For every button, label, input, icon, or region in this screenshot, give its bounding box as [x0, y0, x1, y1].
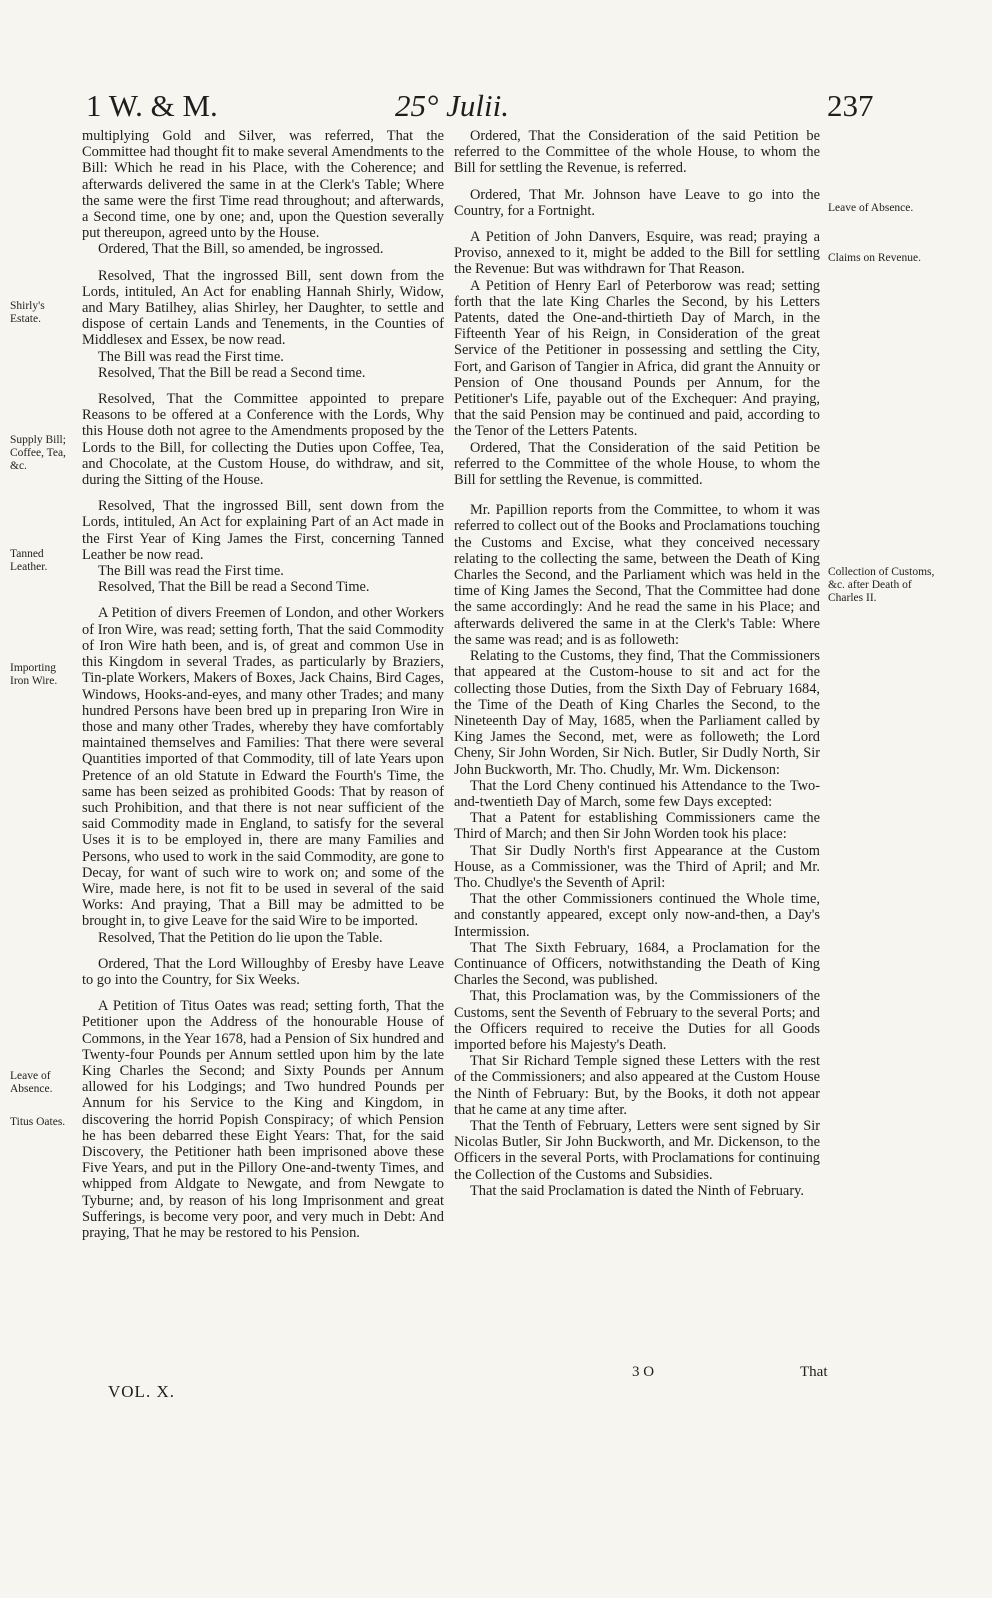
margin-note-collection: Collection of Customs, &c. after Death of Charles II.	[828, 566, 935, 604]
paragraph: That Sir Dudly North's first Appearance at the Custom House, as a Commissioner, was the Third of April; and Mr. Tho. Chudlye's the Seventh of April:	[454, 842, 820, 891]
paragraph: Resolved, That the Bill be read a Second Time.	[98, 579, 370, 596]
paragraph: A Petition of divers Freemen of London, and other Workers of Iron Wire, was read; setting forth, That the said Commodity of Iron Wire hath been, and is, of great and common Use in this Kingdom in several Trades, as particularly by Braziers, Tin-plate Workers, Makers of Boxes, Jack Chains, Bird Cages, Windows, Hooks-and-eyes, and many other Trades; and many hundred Persons have been bred up in preparing Iron Wire in those and many other Trades, whereby they have comfortably maintained themselves and Families: That there were several Quantities imported of that Commodity, till of late Years upon Pretence of an old Statute in Edward the Fourth's Time, the same has been seized as prohibited Goods: That by reason of such Prohibition, and that there is not near sufficient of the said Commodity made in England, to satisfy for the several Uses it is to be employed in, there are many Families and Persons, who used to work in the said Commodity, are gone to Decay, for want of such wire to work on; and some of the Wire, made here, is not fit to be used in several of the said Works: And praying, That a Bill may be admitted to be brought in, to give Leave for the said Wire to be imported.	[82, 605, 444, 930]
margin-note-tanned: Tanned Leather.	[10, 548, 48, 573]
paragraph: A Petition of Titus Oates was read; setting forth, That the Petitioner upon the Address of the honourable House of Commons, in the Year 1678, had a Pension of Six hundred and Twenty-four Pounds per Annum settled upon him by the late King Charles the Second; and Sixty Pounds per Annum allowed for his Lodgings; and Two hundred Pounds per Annum for his Service to the King and Kingdom, in discovering the horrid Popish Conspiracy; of which Pension he has been debarred these Eight Years: That, for the said Discovery, the Petitioner hath been imprisoned above these Five Years, and put in the Pillory One-and-twenty Times, and whipped from Aldgate to Newgate, and from Newgate to Tyburne; and, by reason of his long Imprisonment and great Sufferings, is become very poor, and very much in Debt: And praying, That he may be restored to his Pension.	[82, 998, 444, 1241]
right-column	[454, 128, 820, 1199]
left-column	[82, 128, 444, 1241]
volume-label: VOL. X.	[108, 1382, 175, 1401]
paragraph: That The Sixth February, 1684, a Proclamation for the Continuance of Officers, notwithstanding the Death of King Charles the Second, was published.	[454, 939, 820, 989]
paragraph: Ordered, That the Bill, so amended, be ingrossed.	[98, 241, 384, 258]
paragraph: A Petition of Henry Earl of Peterborow was read; setting forth that the late King Charles the Second, by his Letters Patents, dated the One-and-thirtieth Day of March, in the Fifteenth Year of his Reign, in Consideration of the great Service of the Petitioner in possessing and settling the City, Fort, and Garison of Tangier in Africa, did grant the Annuity or Pension of One thousand Pounds per Annum, for the Petitioner's Life, payable out of the Exchequer: And praying, that the said Pension may be continued and paid, according to the Tenor of the Letters Patents.	[454, 277, 820, 440]
catchword: That	[800, 1364, 828, 1380]
paragraph: Resolved, That the Committee appointed to prepare Reasons to be offered at a Conference with the Lords, Why this House doth not agree to the Amendments proposed by the Lords to the Bill, for collecting the Duties upon Coffee, Tea, and Chocolate, at the Custom House, do withdraw, and sit, during the Sitting of the House.	[82, 391, 444, 489]
paragraph: That the other Commissioners continued the Whole time, and constantly appeared, except only now-and-then, a Day's Intermission.	[454, 891, 820, 940]
paragraph: Resolved, That the Petition do lie upon the Table.	[98, 929, 383, 946]
paragraph: The Bill was read the First time.	[98, 348, 284, 365]
paragraph: That the Tenth of February, Letters were sent signed by Sir Nicolas Butler, Sir John Buckworth, and Mr. Dickenson, to the Officers in the several Ports, with Proclamations for continuing the Collection of the Customs and Subsidies.	[454, 1117, 820, 1183]
margin-note-supply: Supply Bill; Coffee, Tea, &c.	[10, 434, 66, 472]
margin-note-leave-left: Leave of Absence.	[10, 1070, 53, 1095]
paragraph: Resolved, That the ingrossed Bill, sent down from the Lords, intituled, An Act for explaining Part of an Act made in the First Year of King James the First, concerning Tanned Leather be now read.	[82, 498, 444, 563]
page-number: 237	[827, 88, 874, 123]
date-header: 25° Julii.	[395, 88, 509, 123]
paragraph: A Petition of John Danvers, Esquire, was read; praying a Proviso, annexed to it, might be added to the Bill for settling the Revenue: But was withdrawn for That Reason.	[454, 229, 820, 278]
paragraph: That a Patent for establishing Commissioners came the Third of March; and then Sir John Worden took his place:	[454, 810, 820, 843]
regnal-year-header: 1 W. & M.	[86, 88, 218, 123]
margin-note-leave-right: Leave of Absence.	[828, 202, 914, 214]
margin-note-shirly: Shirly's Estate.	[10, 300, 45, 325]
paragraph: That, this Proclamation was, by the Commissioners of the Customs, sent the Seventh of February to the several Ports; and the Officers required to receive the Duties for all Goods imported before his Majesty's Death.	[454, 988, 820, 1053]
paragraph: Mr. Papillion reports from the Committee, to whom it was referred to collect out of the Books and Proclamations touching the Customs and Excise, what they conceived necessary relating to the collecting the same, between the Death of King Charles the Second, and the Parliament which was held in the time of King James the Second, That the Committee had done the same accordingly: And he read the same in his Place; and afterwards delivered the same in at the Clerk's Table: Where the same was read; and is as followeth:	[454, 502, 820, 648]
paragraph: The Bill was read the First time.	[98, 563, 284, 580]
signature-mark: 3 O	[632, 1364, 655, 1380]
margin-note-iron: Importing Iron Wire.	[10, 662, 58, 687]
paragraph: Ordered, That Mr. Johnson have Leave to go into the Country, for a Fortnight.	[454, 186, 820, 219]
paragraph: multiplying Gold and Silver, was referred, That the Committee had thought fit to make several Amendments to the Bill: Which he read in his Place, with the Coherence; and afterwards delivered the same in at the Clerk's Table; Where the same were the first Time read throughout; and afterwards, a Second time, one by one; and, upon the Question severally put thereupon, agreed unto by the House.	[82, 128, 444, 242]
paragraph: Ordered, That the Consideration of the said Petition be referred to the Committee of the whole House, to whom the Bill for settling the Revenue, is committed.	[454, 439, 820, 489]
paragraph: Resolved, That the ingrossed Bill, sent down from the Lords, intituled, An Act for enabling Hannah Shirly, Widow, and Mary Batilhey, alias Shirley, her Daughter, to settle and dispose of certain Lands and Tenements, in the Counties of Middlesex and Essex, be now read.	[82, 267, 444, 349]
paragraph: That the said Proclamation is dated the Ninth of February.	[470, 1182, 804, 1199]
paragraph: Relating to the Customs, they find, That the Commissioners that appeared at the Custom-house to sit and act for the collecting those Duties, from the Sixth Day of February 1684, the Time of the Death of King Charles the Second, to the Nineteenth Day of May, 1685, when the Parliament called by King James the Second, met, were as followeth; the Lord Cheny, Sir John Worden, Sir Nich. Butler, Sir Dudly North, Sir John Buckworth, Mr. Tho. Chudly, Mr. Wm. Dickenson:	[454, 648, 820, 778]
margin-note-titus: Titus Oates.	[10, 1116, 66, 1128]
paragraph: Ordered, That the Lord Willoughby of Eresby have Leave to go into the Country, for Six Weeks.	[82, 955, 444, 988]
paragraph: That the Lord Cheny continued his Attendance to the Two-and-twentieth Day of March, some few Days excepted:	[454, 777, 820, 810]
paragraph: That Sir Richard Temple signed these Letters with the rest of the Commissioners; and also appeared at the Custom House the Ninth of February: But, by the Books, it doth not appear that he came at any time after.	[454, 1053, 820, 1118]
paragraph: Ordered, That the Consideration of the said Petition be referred to the Committee of the whole House, to whom the Bill for settling the Revenue, is referred.	[454, 128, 820, 177]
paragraph: Resolved, That the Bill be read a Second time.	[98, 364, 366, 381]
margin-note-claims: Claims on Revenue.	[828, 252, 921, 264]
